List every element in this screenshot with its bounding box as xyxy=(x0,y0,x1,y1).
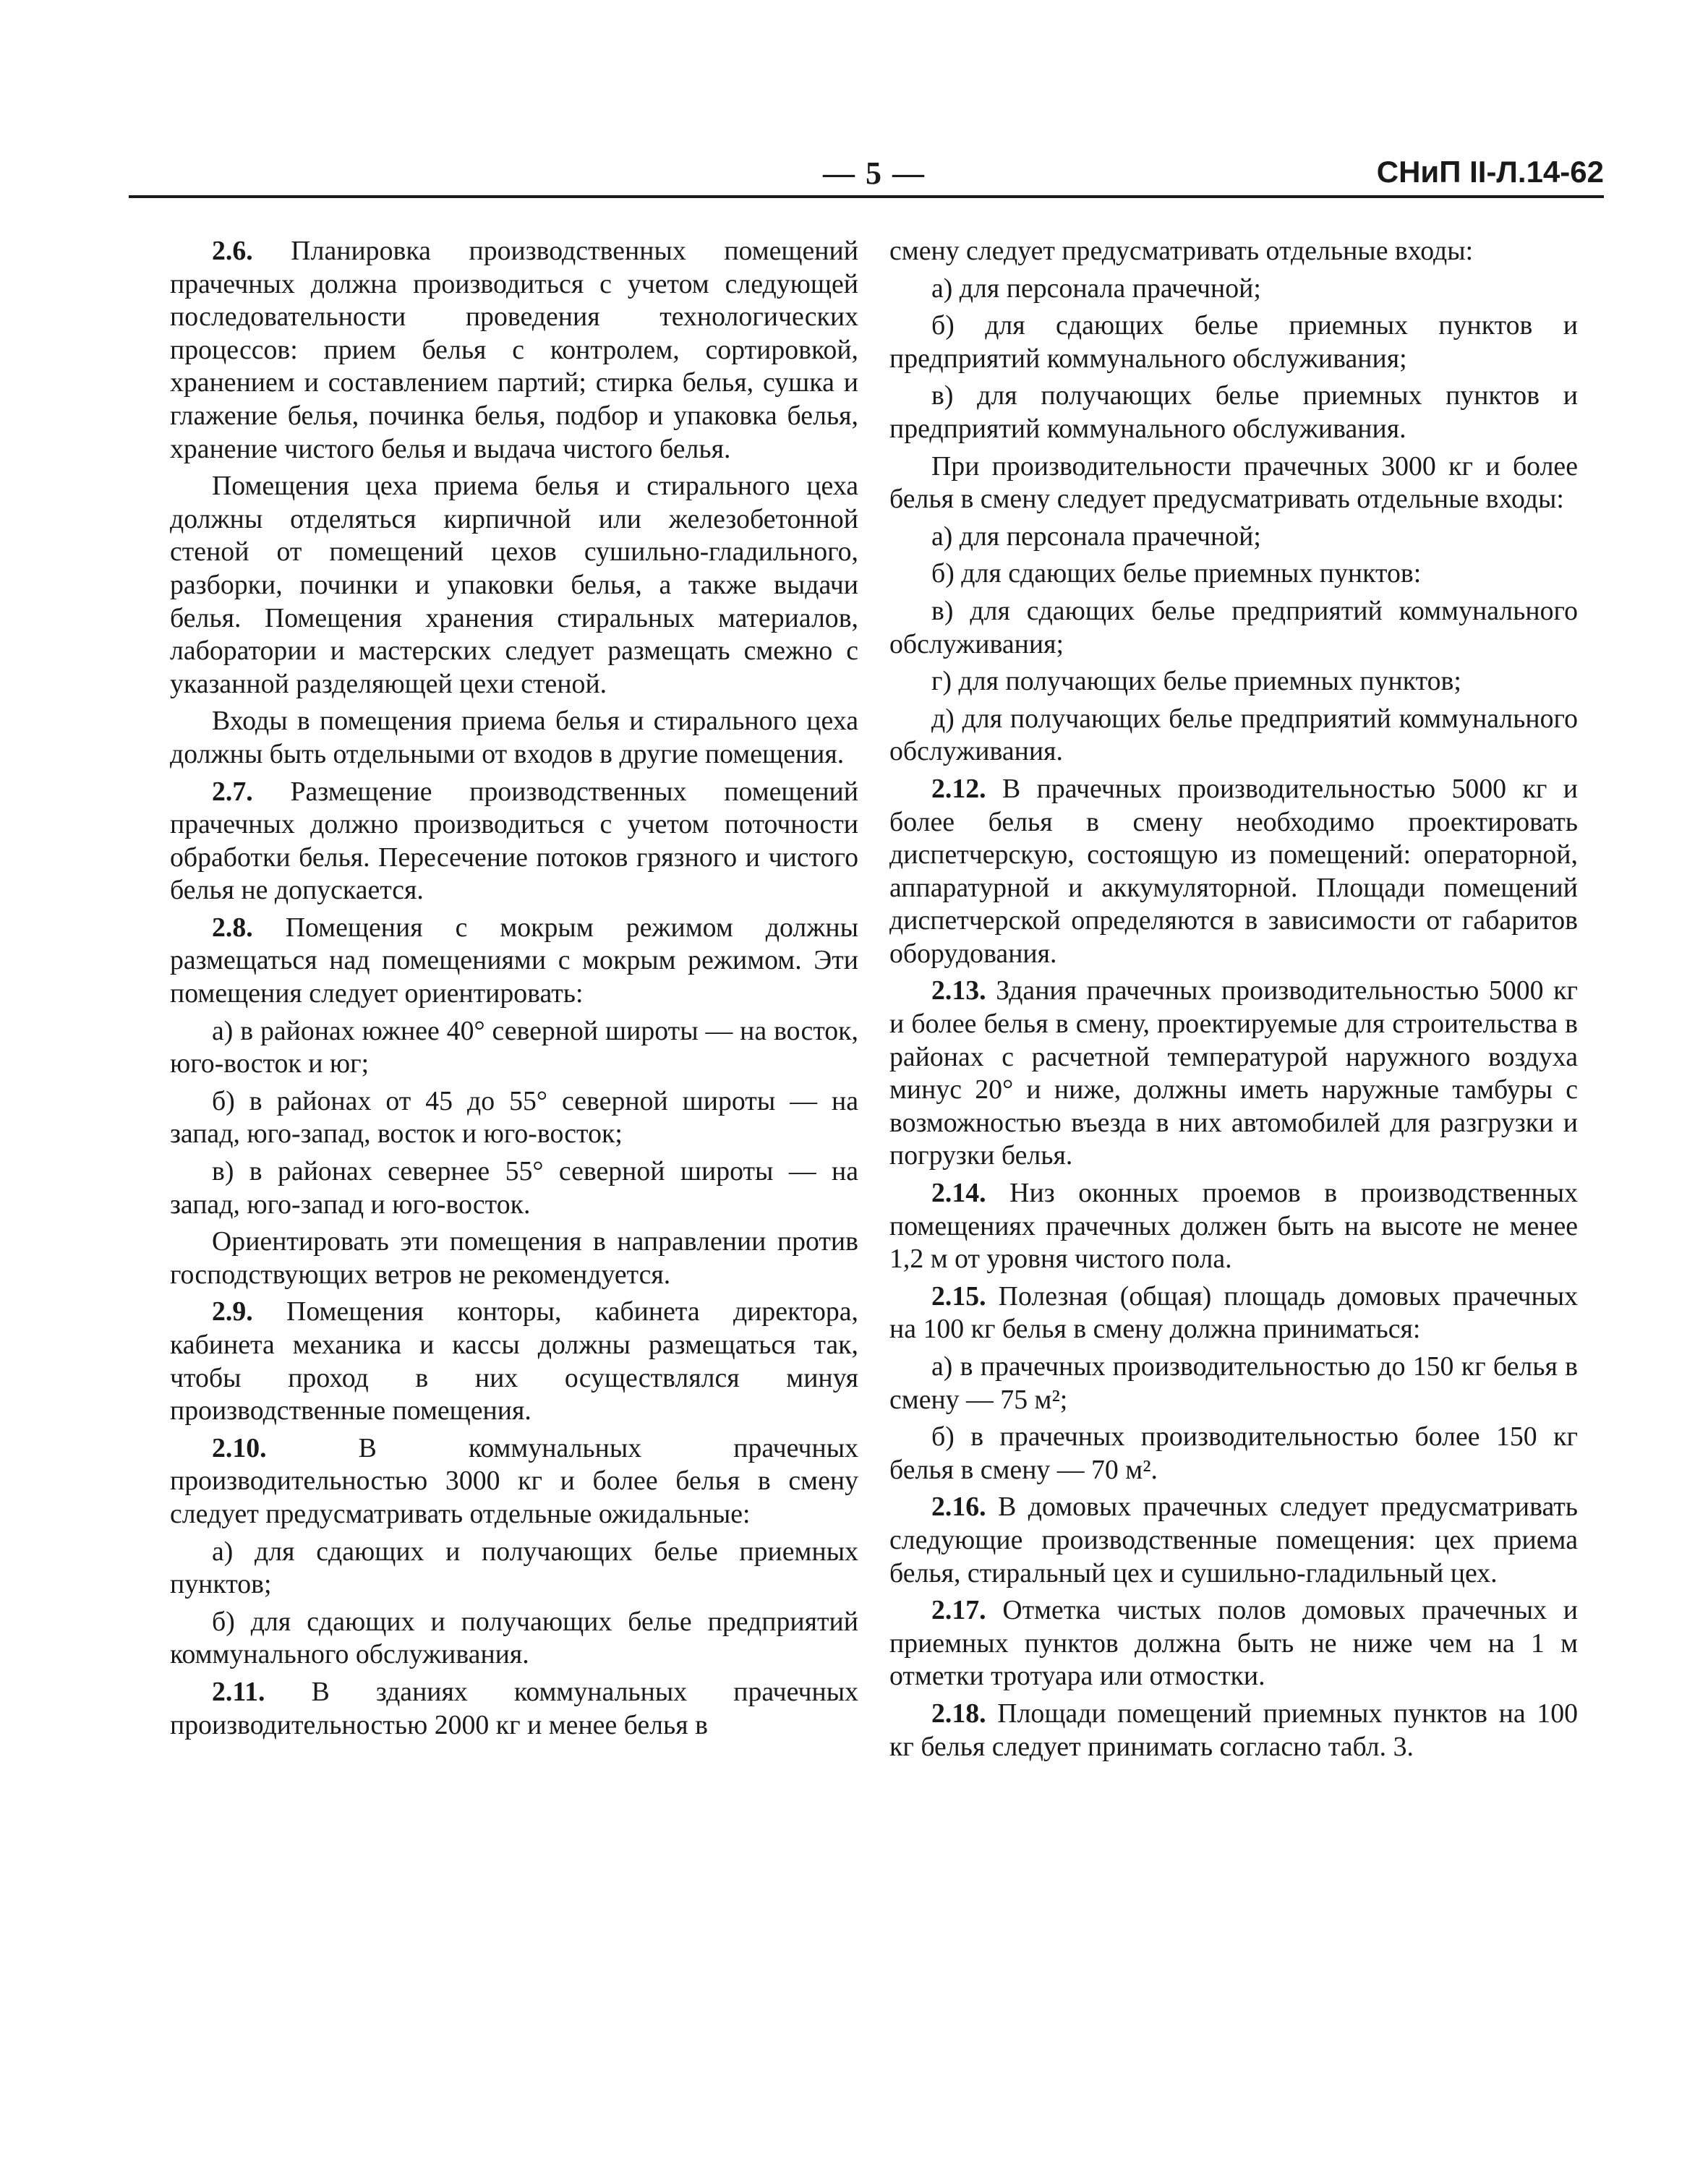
header-rule xyxy=(129,195,1604,198)
paragraph xyxy=(170,1226,858,1291)
list-item xyxy=(170,1536,858,1601)
clause-text: Размещение производственных помещений прачечных должно производиться с учетом поточности обработки белья. Пересечение потоков грязного и чистого белья не допускается. xyxy=(170,776,858,906)
paragraph-text: Входы в помещения приема белья и стирального цеха должны быть отдельными от входов в другие помещения. xyxy=(170,706,858,769)
document-code: СНиП II-Л.14-62 xyxy=(1376,155,1604,189)
clause-text: В домовых прачечных следует предусматривать следующие производственные помещения: цех приема белья, стиральный цех и сушильно-гладильный цех. xyxy=(889,1492,1578,1588)
list-item xyxy=(889,1351,1578,1416)
page-header xyxy=(129,155,1604,198)
list-item-text: б) для сдающих белье приемных пунктов и предприятий коммунального обслуживания; xyxy=(889,310,1578,374)
clause-number: 2.6. xyxy=(212,236,253,266)
paragraph-2-12 xyxy=(889,773,1578,971)
page-number: — 5 — xyxy=(823,155,926,191)
list-item xyxy=(889,1421,1578,1487)
list-item-text: а) для сдающих и получающих белье приемных пунктов; xyxy=(170,1536,858,1600)
clause-text: Полезная (общая) площадь домовых прачечных на 100 кг белья в смену должна приниматься: xyxy=(889,1280,1578,1345)
list-item xyxy=(170,1015,858,1081)
clause-number: 2.7. xyxy=(212,776,253,807)
list-item-text: а) для персонала прачечной; xyxy=(931,521,1261,552)
paragraph-2-8 xyxy=(170,912,858,1011)
paragraph-continuation xyxy=(889,235,1578,268)
paragraph-2-10 xyxy=(170,1432,858,1531)
paragraph xyxy=(170,470,858,701)
list-item xyxy=(889,703,1578,769)
clause-number: 2.14. xyxy=(931,1178,986,1209)
left-column xyxy=(170,235,858,1746)
clause-number: 2.10. xyxy=(212,1432,267,1463)
paragraph-text: Ориентировать эти помещения в направлении против господствующих ветров не рекомендуется. xyxy=(170,1226,858,1290)
list-item-text: б) для сдающих и получающих белье предприятий коммунального обслуживания. xyxy=(170,1606,858,1670)
paragraph-2-14 xyxy=(889,1177,1578,1276)
clause-text: Отметка чистых полов домовых прачечных и приемных пунктов должна быть не ниже чем на 1 м отметки тротуара или отмостки. xyxy=(889,1595,1578,1692)
clause-text: Здания прачечных производительностью 5000 кг и более белья в смену, проектируемые для строительства в районах с расчетной температурой наружного воздуха минус 20° и ниже, должны иметь наружные тамбуры с возможностью въезда в них автомобилей для разгрузки и погрузки белья. xyxy=(889,975,1578,1171)
list-item xyxy=(889,380,1578,445)
paragraph-text: смену следует предусматривать отдельные входы: xyxy=(889,236,1474,266)
paragraph-text: Помещения цеха приема белья и стирального цеха должны отделяться кирпичной или железобетонной стеной от помещений цехов сушильно-гладильного, разборки, починки и упаковки белья, а также выдачи белья. Помещения хранения стиральных материалов, лаборатории и мастерских следует размещать смежно с указанной разделяющей цехи стеной. xyxy=(170,471,858,699)
list-item xyxy=(889,273,1578,306)
paragraph-2-13 xyxy=(889,975,1578,1173)
list-item-text: б) в прачечных производительностью более 150 кг белья в смену — 70 м². xyxy=(889,1421,1578,1485)
clause-text: Помещения с мокрым режимом должны размещаться над помещениями с мокрым режимом. Эти помещения следует ориентировать: xyxy=(170,912,858,1009)
clause-number: 2.17. xyxy=(931,1595,986,1626)
clause-number: 2.9. xyxy=(212,1296,253,1327)
list-item xyxy=(889,309,1578,375)
clause-number: 2.11. xyxy=(212,1676,265,1707)
paragraph-2-7 xyxy=(170,776,858,907)
paragraph-2-11 xyxy=(170,1676,858,1742)
clause-number: 2.18. xyxy=(931,1698,986,1729)
paragraph xyxy=(170,705,858,771)
paragraph xyxy=(889,450,1578,516)
list-item xyxy=(170,1155,858,1221)
list-item-text: а) для персонала прачечной; xyxy=(931,273,1261,304)
paragraph-2-18 xyxy=(889,1698,1578,1763)
clause-number: 2.8. xyxy=(212,912,253,943)
right-column xyxy=(889,235,1578,1768)
list-item-text: д) для получающих белье предприятий коммунального обслуживания. xyxy=(889,703,1578,767)
list-item xyxy=(889,665,1578,698)
clause-text: В зданиях коммунальных прачечных производительностью 2000 кг и менее белья в xyxy=(170,1676,858,1740)
clause-number: 2.16. xyxy=(931,1492,986,1523)
list-item-text: б) для сдающих белье приемных пунктов: xyxy=(931,558,1422,589)
clause-text: Планировка производственных помещений прачечных должна производиться с учетом следующей последовательности проведения технологических процессов: прием белья с контролем, сортировкой, хранением и составлением партий; стирка белья, сушка и глажение белья, починка белья, подбор и упаковка белья, хранение чистого белья и выдача чистого белья. xyxy=(170,236,858,464)
list-item-text: б) в районах от 45 до 55° северной широты — на запад, юго-запад, восток и юго-восток; xyxy=(170,1085,858,1150)
list-item xyxy=(170,1606,858,1672)
clause-text: В коммунальных прачечных производительностью 3000 кг и более белья в смену следует предусматривать отдельные ожидальные: xyxy=(170,1432,858,1529)
paragraph-2-9 xyxy=(170,1296,858,1427)
clause-text: Помещения конторы, кабинета директора, кабинета механика и кассы должны размещаться так, чтобы проход в них осуществлялся минуя производственные помещения. xyxy=(170,1296,858,1427)
list-item-text: в) в районах севернее 55° северной широты — на запад, юго-запад и юго-восток. xyxy=(170,1156,858,1220)
list-item xyxy=(889,557,1578,591)
list-item-text: в) для сдающих белье предприятий коммунального обслуживания; xyxy=(889,595,1578,659)
list-item xyxy=(170,1085,858,1151)
paragraph-2-17 xyxy=(889,1594,1578,1693)
paragraph-2-15 xyxy=(889,1280,1578,1346)
clause-text: Низ оконных проемов в производственных помещениях прачечных должен быть на высоте не менее 1,2 м от уровня чистого пола. xyxy=(889,1178,1578,1275)
clause-number: 2.13. xyxy=(931,975,986,1006)
list-item xyxy=(889,521,1578,554)
clause-text: Площади помещений приемных пунктов на 100 кг белья следует принимать согласно табл. 3. xyxy=(889,1698,1578,1762)
clause-text: В прачечных производительностью 5000 кг и более белья в смену необходимо проектировать диспетчерскую, состоящую из помещений: операторной, аппаратурной и аккумуляторной. Площади помещений диспетчерской определяются в зависимости от габаритов оборудования. xyxy=(889,773,1578,969)
list-item-text: в) для получающих белье приемных пунктов и предприятий коммунального обслуживания. xyxy=(889,380,1578,444)
list-item-text: г) для получающих белье приемных пунктов; xyxy=(931,666,1461,697)
paragraph-text: При производительности прачечных 3000 кг и более белья в смену следует предусматривать отдельные входы: xyxy=(889,450,1578,515)
clause-number: 2.12. xyxy=(931,773,986,804)
clause-number: 2.15. xyxy=(931,1280,986,1312)
list-item xyxy=(889,595,1578,661)
list-item-text: а) в районах южнее 40° северной широты — на восток, юго-восток и юг; xyxy=(170,1015,858,1079)
paragraph-2-16 xyxy=(889,1491,1578,1590)
paragraph-2-6 xyxy=(170,235,858,466)
list-item-text: а) в прачечных производительностью до 150 кг белья в смену — 75 м²; xyxy=(889,1351,1578,1415)
